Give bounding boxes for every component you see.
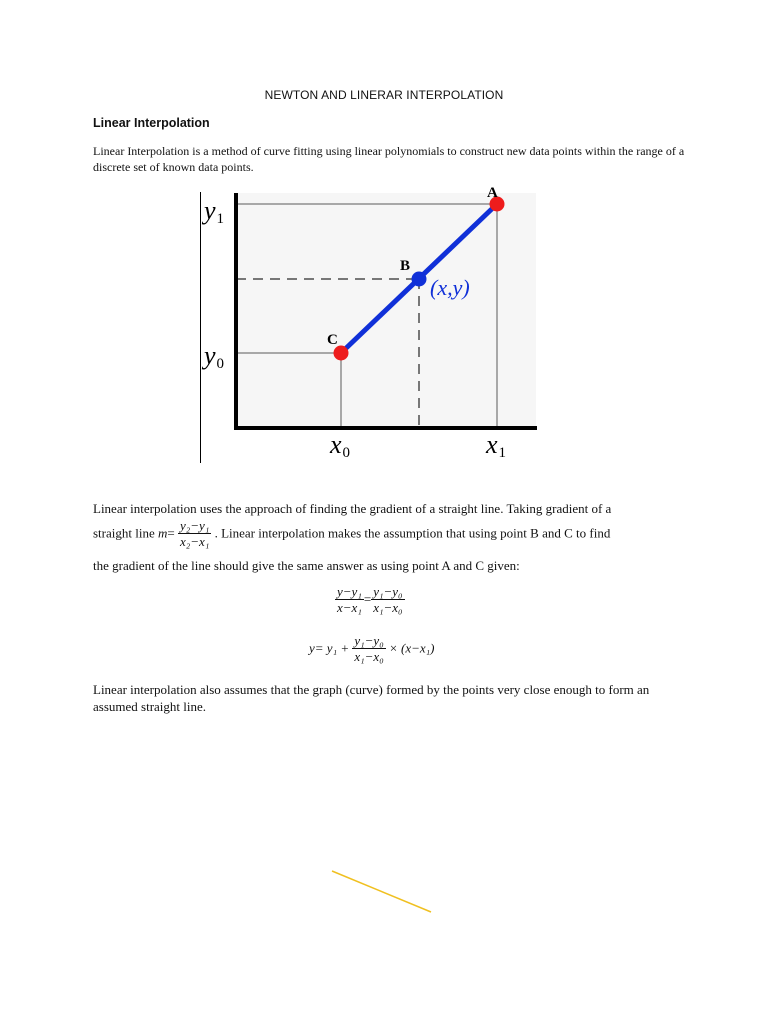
gradient-text-post: . Linear interpolation makes the assumption that using point B and C to find <box>214 525 611 541</box>
label-y1: y1 <box>204 196 225 227</box>
point-b <box>412 272 427 287</box>
section-heading: Linear Interpolation <box>93 116 210 130</box>
equation-slope-equality: $\frac{\text{y−y₁}}{\text{x−x₁}}$ = $\frac{\text{y₁−y₀}}{\text{x₁−x₀}}$ <box>337 584 403 615</box>
gradient-denominator: x₂−x₁ <box>179 534 210 549</box>
gradient-paragraph-line3: the gradient of the line should give the same answer as using point A and C given: <box>93 558 520 573</box>
gradient-numerator: y₂−y₁ <box>179 518 210 533</box>
gradient-symbol: m <box>158 525 168 541</box>
eq1-lhs-denominator: x−x₁ <box>337 600 362 615</box>
label-xy: (x,y) <box>430 275 470 300</box>
label-y0: y0 <box>204 341 225 372</box>
eq1-rhs-denominator: x₁−x₀ <box>373 600 403 615</box>
intro-paragraph: Linear Interpolation is a method of curve fitting using linear polynomials to construct new data points within the range of a discrete set of known data points. <box>93 144 685 174</box>
annotation-line <box>332 871 431 912</box>
label-x0: x0 <box>330 430 351 461</box>
eq1-lhs-numerator: y−y₁ <box>337 584 362 599</box>
gradient-fraction <box>178 518 211 549</box>
straight-line-assumption-paragraph: Linear interpolation also assumes that the graph (curve) formed by the points very close enough to form an assumed straight line. <box>93 682 650 714</box>
gradient-paragraph-line2: straight line m= $\frac{\text{y₂−y₁}}{\text{x₂−x₁}}$ . Linear interpolation makes the assumption that using point B and C to find <box>93 518 611 549</box>
eq2-numerator: y₁−y₀ <box>354 633 384 648</box>
label-x1: x1 <box>486 430 507 461</box>
interpolation-diagram <box>199 182 541 464</box>
eq2-lhs: y= y₁ + <box>309 640 350 656</box>
label-b: B <box>400 258 411 274</box>
gradient-text-pre: straight line <box>93 525 155 541</box>
label-c: C <box>327 332 338 348</box>
yellow-annotation-stroke <box>330 868 434 916</box>
gradient-paragraph-line1: Linear interpolation uses the approach of finding the gradient of a straight line. Taking gradient of a <box>93 501 612 516</box>
eq2-denominator: x₁−x₀ <box>354 649 384 664</box>
eq2-tail: × (x−x₁) <box>388 640 435 656</box>
eq1-rhs-numerator: y₁−y₀ <box>373 584 403 599</box>
document-title: NEWTON AND LINERAR INTERPOLATION <box>264 88 504 102</box>
label-a: A <box>487 185 498 201</box>
equation-interpolation-formula <box>309 633 434 664</box>
